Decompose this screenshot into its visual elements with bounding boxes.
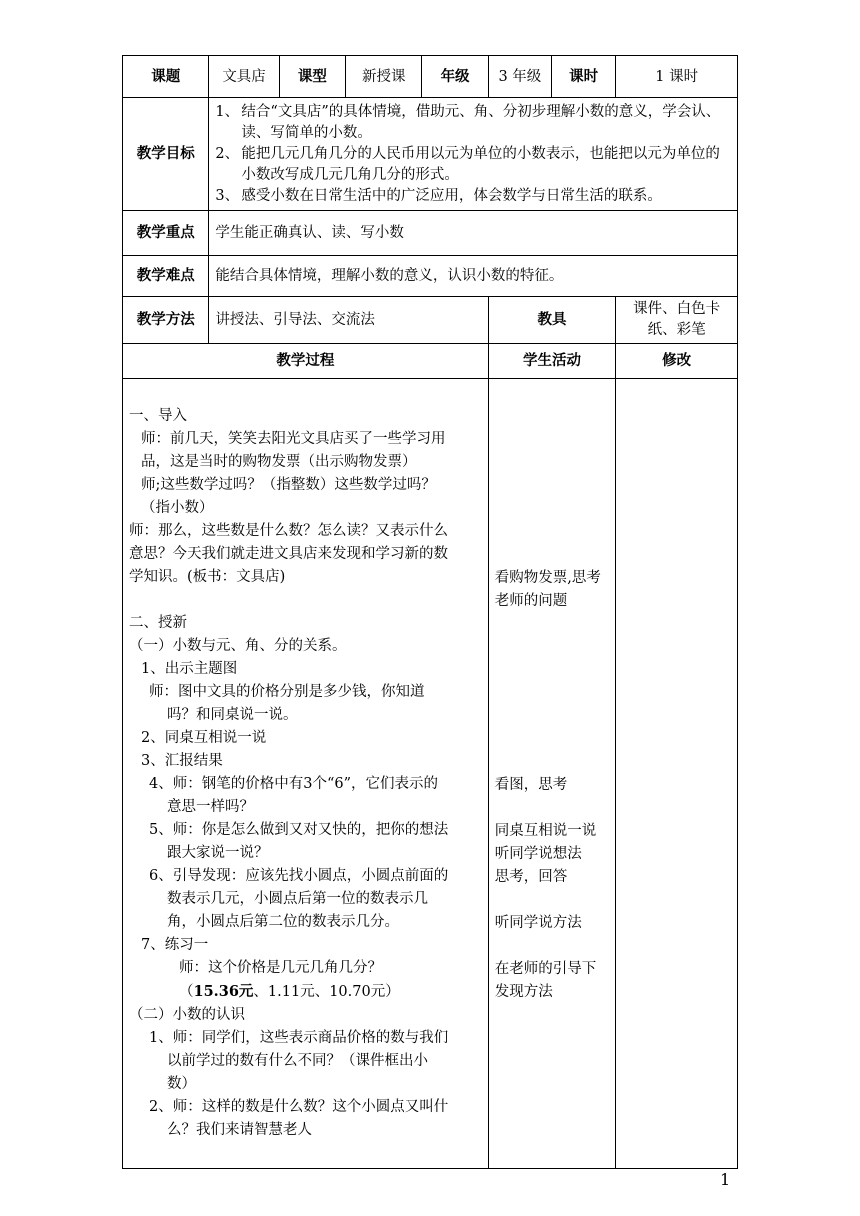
process-line: 1、出示主题图	[141, 661, 238, 677]
header-row	[123, 56, 738, 98]
goals-label: 教学目标	[123, 98, 209, 211]
process-line: 师：前几天，笑笑去阳光文具店买了一些学习用品，这是当时的购物发票（出示购物发票）	[141, 431, 446, 470]
method-label: 教学方法	[123, 297, 209, 344]
process-line: 1、师：同学们，这些表示商品价格的数与我们以前学过的数有什么不同？（课件框出小数）	[149, 1030, 449, 1092]
method-row	[123, 297, 738, 344]
activity-item: 听同学说方法	[494, 914, 582, 931]
column-header-row	[123, 344, 738, 379]
lesson-plan-table	[122, 55, 738, 1169]
topic-value: 文具店	[209, 56, 279, 98]
activity-header: 学生活动	[488, 344, 616, 379]
process-line: 师;这些数学过吗？（指整数）这些数学过吗？（指小数）	[141, 477, 436, 516]
process-line: 师：图中文具的价格分别是多少钱，你知道吗？和同桌说一说。	[149, 684, 425, 723]
difficulty-row	[123, 256, 738, 297]
key-point-label: 教学重点	[123, 211, 209, 256]
activity-item: 在老师的引导下发现方法	[494, 960, 597, 1000]
spacer	[129, 589, 450, 612]
activity-item: 看购物发票,思考老师的问题	[494, 569, 601, 609]
process-row	[123, 379, 738, 1169]
process-line: （15.36元、1.11元、10.70元）	[179, 983, 400, 1000]
grade-label: 年级	[422, 56, 488, 98]
activity-item: 听同学说想法	[494, 845, 582, 862]
process-line: 一、导入	[129, 408, 187, 424]
goals-row	[123, 98, 738, 211]
goals-content	[209, 98, 738, 211]
type-value: 新授课	[346, 56, 422, 98]
process-line: 师：那么，这些数是什么数？怎么读？又表示什么意思？今天我们就走进文具店来发现和学习新的数学知识。(板书：文具店)	[129, 523, 448, 585]
process-content	[123, 379, 489, 1169]
activity-item: 同桌互相说一说	[494, 822, 597, 839]
process-lines	[129, 405, 450, 1142]
key-point-row	[123, 211, 738, 256]
process-line: 5、师：你是怎么做到又对又快的，把你的想法跟大家说一说？	[149, 822, 449, 861]
process-line: 7、练习一	[141, 937, 209, 953]
process-line: 4、师：钢笔的价格中有3个“6”，它们表示的意思一样吗？	[149, 776, 439, 815]
key-point-text: 学生能正确真认、读、写小数	[209, 211, 738, 256]
difficulty-label: 教学难点	[123, 256, 209, 297]
process-line: 6、引导发现：应该先找小圆点，小圆点前面的数表示几元，小圆点后第一位的数表示几角，小圆点后第二位的数表示几分。	[149, 868, 449, 930]
activity-content	[488, 379, 616, 1169]
topic-label: 课题	[123, 56, 209, 98]
hours-value: 1 课时	[616, 56, 738, 98]
process-line: 2、师：这样的数是什么数？这个小圆点又叫什么？我们来请智慧老人	[149, 1099, 449, 1138]
page-number: 1	[720, 1170, 731, 1189]
grade-value: 3 年级	[488, 56, 551, 98]
goal-item: 1、 结合“文具店”的具体情境，借助元、角、分初步理解小数的意义，学会认、读、写简单的小数。	[215, 103, 721, 141]
tools-text: 课件、白色卡纸、彩笔	[616, 297, 738, 344]
process-line: 二、授新	[129, 615, 187, 631]
modify-content	[616, 379, 738, 1169]
process-header: 教学过程	[123, 344, 489, 379]
process-line: 师：这个价格是几元几角几分？	[179, 960, 382, 976]
method-text: 讲授法、引导法、交流法	[209, 297, 488, 344]
activity-item: 看图，思考	[494, 776, 568, 793]
process-line: （二）小数的认识	[129, 1007, 245, 1023]
process-line: 3、汇报结果	[141, 753, 223, 769]
hours-label: 课时	[552, 56, 616, 98]
process-line: （一）小数与元、角、分的关系。	[129, 638, 347, 654]
difficulty-text: 能结合具体情境，理解小数的意义，认识小数的特征。	[209, 256, 738, 297]
modify-header: 修改	[616, 344, 738, 379]
activity-item: 思考，回答	[494, 868, 568, 885]
goal-item: 3、 感受小数在日常生活中的广泛应用，体会数学与日常生活的联系。	[215, 187, 662, 204]
type-label: 课型	[279, 56, 345, 98]
tools-label: 教具	[488, 297, 616, 344]
process-line: 2、同桌互相说一说	[141, 730, 267, 746]
goal-item: 2、 能把几元几角几分的人民币用以元为单位的小数表示，也能把以元为单位的小数改写成几元几角几分的形式。	[215, 145, 720, 183]
